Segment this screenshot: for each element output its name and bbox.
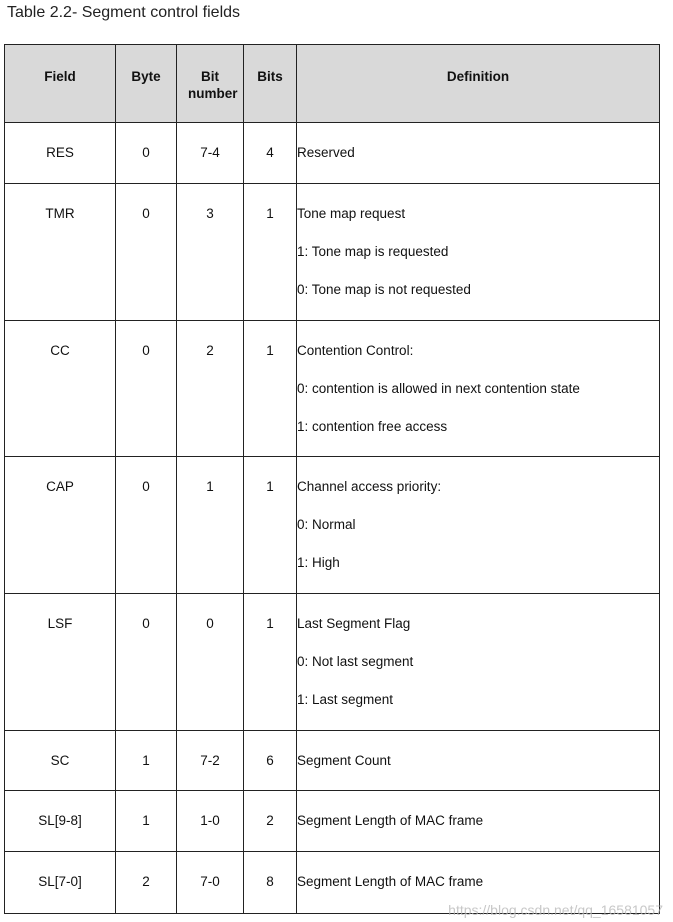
table-row xyxy=(5,457,660,594)
table-row xyxy=(5,791,660,852)
cell-bit-number: 7-0 xyxy=(177,852,244,914)
cell-byte: 0 xyxy=(116,184,177,321)
cell-definition xyxy=(297,731,660,791)
cell-byte: 0 xyxy=(116,594,177,731)
cell-definition xyxy=(297,321,660,457)
cell-bit-number: 0 xyxy=(177,594,244,731)
definition-line: Segment Length of MAC frame xyxy=(297,874,484,889)
definition-line: 0: Normal xyxy=(297,517,356,532)
header-byte: Byte xyxy=(116,45,177,123)
definition-line: 0: Tone map is not requested xyxy=(297,282,471,297)
cell-bits: 1 xyxy=(244,321,297,457)
cell-bits: 2 xyxy=(244,791,297,852)
header-definition: Definition xyxy=(297,45,660,123)
cell-definition xyxy=(297,123,660,184)
definition-line: 0: Not last segment xyxy=(297,654,414,669)
table-row xyxy=(5,731,660,791)
cell-bit-number: 7-4 xyxy=(177,123,244,184)
table-row xyxy=(5,184,660,321)
cell-bits: 4 xyxy=(244,123,297,184)
cell-field: CC xyxy=(5,321,116,457)
cell-definition xyxy=(297,184,660,321)
cell-bits: 6 xyxy=(244,731,297,791)
cell-field: CAP xyxy=(5,457,116,594)
cell-bits: 1 xyxy=(244,457,297,594)
cell-bit-number: 1 xyxy=(177,457,244,594)
cell-bit-number: 3 xyxy=(177,184,244,321)
cell-definition xyxy=(297,594,660,731)
cell-bits: 8 xyxy=(244,852,297,914)
table-row xyxy=(5,594,660,731)
segment-control-table xyxy=(4,44,660,914)
table-caption: Table 2.2- Segment control fields xyxy=(7,4,241,21)
definition-line: 1: contention free access xyxy=(297,419,448,434)
cell-bit-number: 2 xyxy=(177,321,244,457)
cell-bits: 1 xyxy=(244,184,297,321)
definition-line: 1: High xyxy=(297,555,340,570)
cell-bit-number: 1-0 xyxy=(177,791,244,852)
cell-byte: 0 xyxy=(116,123,177,184)
header-field: Field xyxy=(5,45,116,123)
table-row xyxy=(5,123,660,184)
definition-line: Channel access priority: xyxy=(297,479,442,494)
definition-line: 0: contention is allowed in next contention state xyxy=(297,381,580,396)
cell-field: TMR xyxy=(5,184,116,321)
cell-byte: 1 xyxy=(116,791,177,852)
definition-line: 1: Tone map is requested xyxy=(297,244,449,259)
header-bits: Bits xyxy=(244,45,297,123)
cell-byte: 2 xyxy=(116,852,177,914)
cell-byte: 1 xyxy=(116,731,177,791)
watermark: https://blog.csdn.net/qq_16581057 xyxy=(448,902,663,918)
cell-definition xyxy=(297,457,660,594)
table-row xyxy=(5,321,660,457)
definition-line: Segment Count xyxy=(297,753,391,768)
cell-field: RES xyxy=(5,123,116,184)
cell-field: LSF xyxy=(5,594,116,731)
cell-bits: 1 xyxy=(244,594,297,731)
definition-line: Reserved xyxy=(297,145,355,160)
definition-line: Last Segment Flag xyxy=(297,616,411,631)
cell-definition xyxy=(297,791,660,852)
cell-field: SL[9-8] xyxy=(5,791,116,852)
definition-line: 1: Last segment xyxy=(297,692,394,707)
definition-line: Segment Length of MAC frame xyxy=(297,813,484,828)
cell-byte: 0 xyxy=(116,321,177,457)
header-row xyxy=(5,45,660,123)
cell-bit-number: 7-2 xyxy=(177,731,244,791)
definition-line: Tone map request xyxy=(297,206,406,221)
cell-field: SC xyxy=(5,731,116,791)
definition-line: Contention Control: xyxy=(297,343,414,358)
cell-byte: 0 xyxy=(116,457,177,594)
header-bit-number: Bit number xyxy=(177,45,244,123)
cell-field: SL[7-0] xyxy=(5,852,116,914)
